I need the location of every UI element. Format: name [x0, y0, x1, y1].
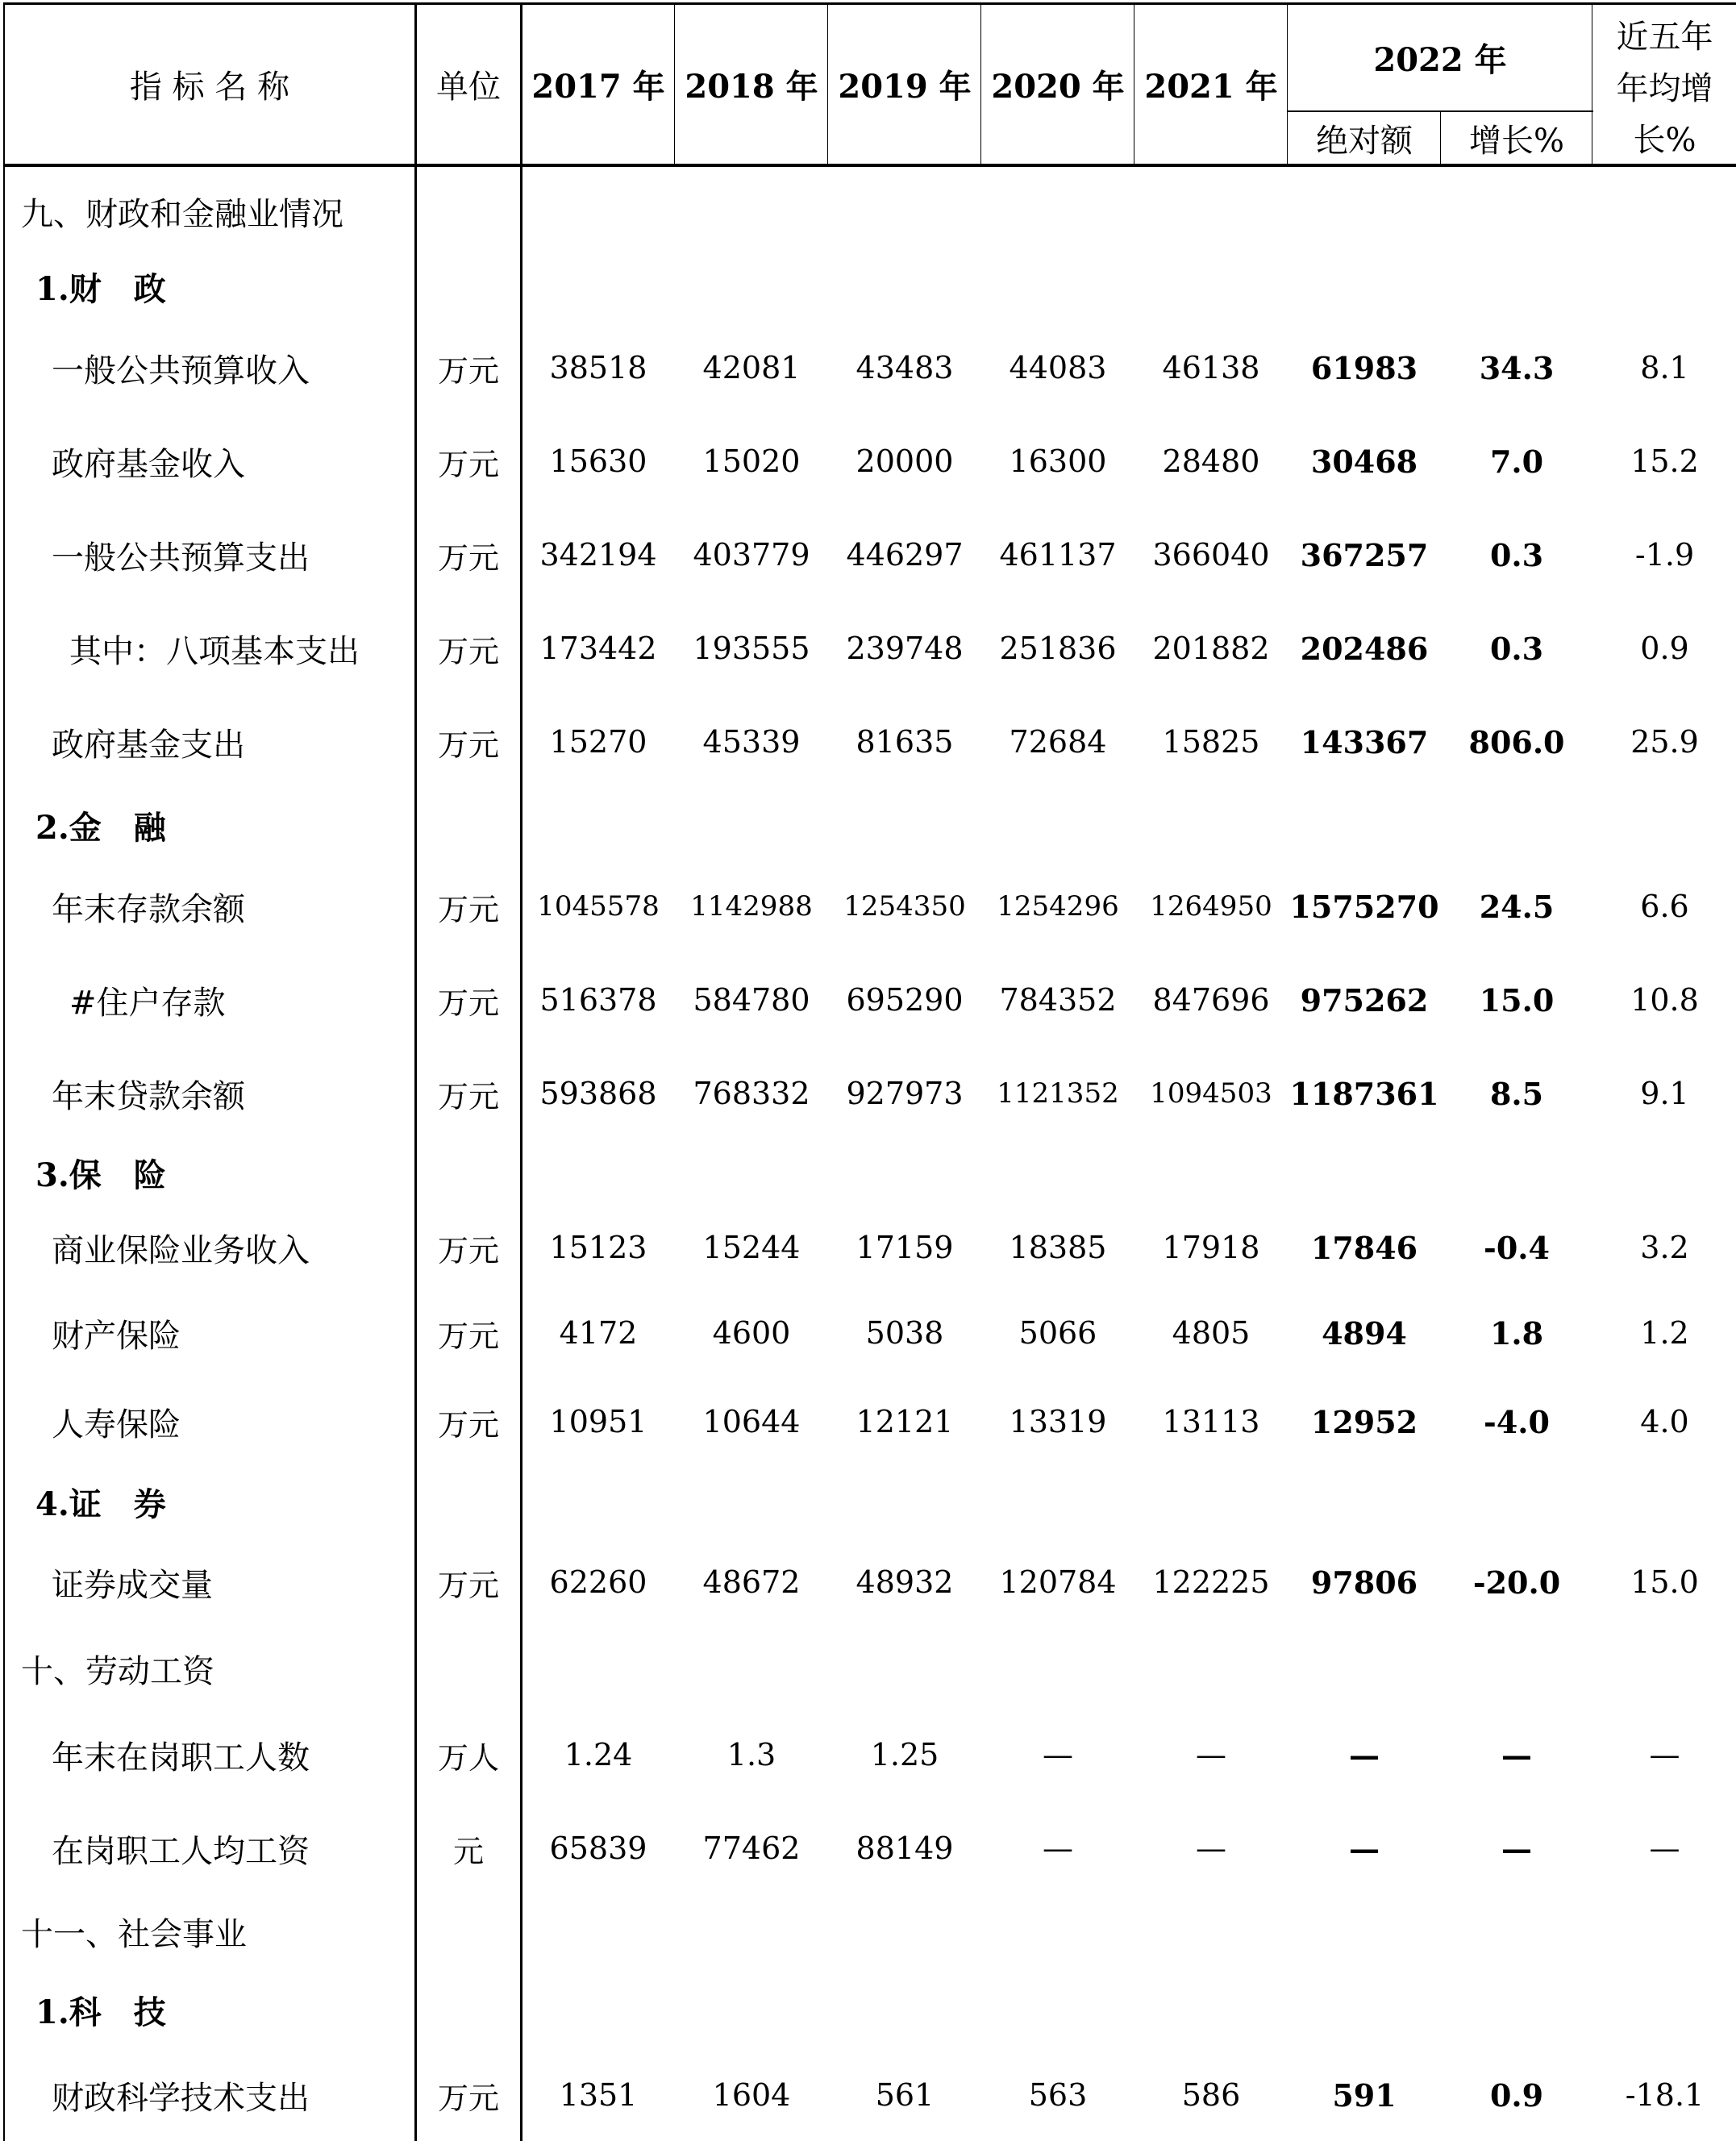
absolute-2022-cell: 591	[1332, 2076, 1397, 2114]
value-cell: 1.24	[564, 1737, 633, 1772]
value-cell: 1045578	[537, 890, 660, 923]
five-year-avg-cell: 25.9	[1630, 724, 1699, 760]
subsection-heading: 3.保 险	[35, 1156, 166, 1194]
five-year-avg-cell: —	[1649, 1831, 1680, 1866]
value-cell: 1094503	[1150, 1077, 1272, 1110]
value-cell: 1142988	[690, 890, 813, 923]
unit-cell: 万元	[437, 1232, 499, 1268]
five-year-avg-cell: 15.2	[1630, 444, 1699, 479]
five-year-avg-cell: 9.1	[1640, 1076, 1689, 1111]
absolute-2022-cell: 143367	[1300, 723, 1429, 760]
header-five-year-1: 近五年	[1616, 18, 1713, 56]
value-cell: 5066	[1018, 1315, 1097, 1351]
five-year-avg-cell: 6.6	[1640, 889, 1689, 924]
value-cell: 342194	[539, 537, 657, 573]
header-unit: 单位	[436, 68, 501, 106]
left-border	[3, 3, 5, 2141]
header-bottom-border	[3, 164, 1736, 167]
value-cell: —	[1043, 1737, 1073, 1772]
value-cell: 12121	[856, 1404, 954, 1439]
header-five-year-2: 年均增	[1616, 69, 1713, 107]
value-cell: 593868	[539, 1076, 657, 1111]
five-year-avg-cell: -1.9	[1634, 537, 1695, 573]
unit-cell: 万元	[437, 727, 499, 763]
five-year-avg-cell: -18.1	[1625, 2077, 1705, 2113]
growth-2022-cell: 0.3	[1489, 536, 1544, 573]
row-label: 一般公共预算支出	[52, 539, 310, 577]
unit-cell: 万元	[437, 446, 499, 482]
growth-2022-cell: 0.3	[1489, 630, 1544, 667]
growth-2022-cell: 1.8	[1489, 1314, 1544, 1352]
value-cell: 44083	[1009, 350, 1107, 385]
value-cell: 62260	[549, 1564, 647, 1600]
value-cell: 516378	[539, 982, 657, 1018]
col-divider-2018	[674, 3, 675, 167]
value-cell: 4172	[559, 1315, 638, 1351]
unit-cell: 万元	[437, 891, 499, 927]
header-indicator: 指 标 名 称	[129, 68, 290, 106]
row-label: #住户存款	[69, 984, 226, 1022]
value-cell: 15020	[702, 444, 801, 479]
unit-cell: 万元	[437, 1406, 499, 1443]
growth-2022-cell: 806.0	[1468, 723, 1565, 760]
col-divider-growth	[1440, 110, 1441, 167]
subsection-heading: 4.证 券	[35, 1485, 166, 1523]
value-cell: 193555	[693, 631, 810, 666]
value-cell: —	[1196, 1831, 1226, 1866]
absolute-2022-cell: 975262	[1300, 981, 1429, 1018]
value-cell: 17159	[856, 1230, 954, 1265]
header-year-2020: 2020 年	[991, 67, 1125, 106]
five-year-avg-cell: —	[1649, 1737, 1680, 1772]
unit-cell: 万元	[437, 352, 499, 389]
header-year-2017: 2017 年	[531, 67, 665, 106]
growth-2022-cell: -0.4	[1484, 1229, 1550, 1266]
absolute-2022-cell: 4894	[1322, 1314, 1407, 1352]
row-label: 政府基金支出	[52, 726, 245, 764]
absolute-2022-cell: 367257	[1300, 536, 1429, 573]
value-cell: 4600	[712, 1315, 791, 1351]
value-cell: 1264950	[1150, 890, 1272, 923]
unit-cell: 万元	[437, 1567, 499, 1603]
value-cell: 784352	[999, 982, 1117, 1018]
section-heading: 十、劳动工资	[21, 1652, 214, 1690]
top-border	[3, 2, 1736, 5]
value-cell: 1.25	[870, 1737, 939, 1772]
value-cell: 10644	[702, 1404, 801, 1439]
value-cell: 927973	[846, 1076, 964, 1111]
value-cell: 584780	[693, 982, 810, 1018]
growth-2022-cell: -4.0	[1484, 1403, 1550, 1440]
growth-2022-cell: 7.0	[1489, 443, 1544, 480]
subsection-heading: 1.科 技	[35, 1993, 166, 2031]
section-heading: 十一、社会事业	[21, 1915, 247, 1953]
value-cell: 81635	[856, 724, 954, 760]
value-cell: 173442	[539, 631, 657, 666]
absolute-2022-cell: 12952	[1310, 1403, 1418, 1440]
value-cell: 561	[875, 2077, 935, 2113]
absolute-2022-cell: 1187361	[1289, 1075, 1439, 1112]
row-label: 证券成交量	[52, 1566, 213, 1604]
value-cell: 4805	[1172, 1315, 1251, 1351]
value-cell: 1604	[712, 2077, 791, 2113]
value-cell: 13113	[1162, 1404, 1260, 1439]
row-label: 年末在岗职工人数	[52, 1739, 310, 1777]
value-cell: 5038	[865, 1315, 944, 1351]
subsection-heading: 1.财 政	[35, 269, 166, 308]
value-cell: 563	[1028, 2077, 1088, 2113]
value-cell: —	[1043, 1831, 1073, 1866]
growth-2022-cell: —	[1501, 1830, 1532, 1867]
value-cell: 46138	[1162, 350, 1260, 385]
header-year-2018: 2018 年	[685, 67, 818, 106]
header-year-2019: 2019 年	[838, 67, 972, 106]
absolute-2022-cell: —	[1349, 1830, 1380, 1867]
value-cell: 42081	[702, 350, 801, 385]
unit-cell: 万元	[437, 1078, 499, 1114]
value-cell: 77462	[702, 1831, 801, 1866]
value-cell: 847696	[1152, 982, 1270, 1018]
row-label: 人寿保险	[52, 1406, 181, 1443]
five-year-avg-cell: 1.2	[1640, 1315, 1689, 1351]
value-cell: 28480	[1162, 444, 1260, 479]
value-cell: 43483	[856, 350, 954, 385]
value-cell: 18385	[1009, 1230, 1107, 1265]
value-cell: 15270	[549, 724, 647, 760]
value-cell: 366040	[1152, 537, 1270, 573]
value-cell: 15244	[702, 1230, 801, 1265]
growth-2022-cell: 15.0	[1479, 981, 1555, 1018]
value-cell: 13319	[1009, 1404, 1107, 1439]
row-label: 年末存款余额	[52, 890, 245, 928]
subsection-heading: 2.金 融	[35, 808, 166, 847]
value-cell: 1254350	[843, 890, 966, 923]
value-cell: 1121352	[997, 1077, 1119, 1110]
absolute-2022-cell: 202486	[1300, 630, 1429, 667]
absolute-2022-cell: 97806	[1310, 1564, 1418, 1601]
absolute-2022-cell: 1575270	[1289, 888, 1439, 925]
row-label: 财政科学技术支出	[52, 2079, 310, 2117]
five-year-avg-cell: 3.2	[1640, 1230, 1689, 1265]
five-year-avg-cell: 15.0	[1630, 1564, 1699, 1600]
value-cell: 1351	[559, 2077, 638, 2113]
value-cell: 120784	[999, 1564, 1117, 1600]
value-cell: 48672	[702, 1564, 801, 1600]
growth-2022-cell: 34.3	[1479, 349, 1555, 386]
absolute-2022-cell: —	[1349, 1736, 1380, 1773]
value-cell: 15630	[549, 444, 647, 479]
value-cell: 1.3	[726, 1737, 776, 1772]
row-label: 商业保险业务收入	[52, 1231, 310, 1269]
value-cell: 72684	[1009, 724, 1107, 760]
row-label: 一般公共预算收入	[52, 352, 310, 389]
value-cell: 122225	[1152, 1564, 1270, 1600]
col-divider-2022	[1287, 3, 1288, 167]
growth-2022-cell: 0.9	[1489, 2076, 1544, 2114]
growth-2022-cell: 8.5	[1489, 1075, 1544, 1112]
unit-cell: 万元	[437, 2080, 499, 2116]
value-cell: 15123	[549, 1230, 647, 1265]
value-cell: 88149	[856, 1831, 954, 1866]
value-cell: 239748	[846, 631, 964, 666]
value-cell: 16300	[1009, 444, 1107, 479]
absolute-2022-cell: 30468	[1310, 443, 1418, 480]
unit-cell: 万元	[437, 985, 499, 1021]
five-year-avg-cell: 4.0	[1640, 1404, 1689, 1439]
col-divider-2019	[827, 3, 828, 167]
five-year-avg-cell: 10.8	[1630, 982, 1699, 1018]
row-label: 政府基金收入	[52, 445, 245, 483]
absolute-2022-cell: 61983	[1310, 349, 1418, 386]
value-cell: 1254296	[997, 890, 1119, 923]
value-cell: 38518	[549, 350, 647, 385]
absolute-2022-cell: 17846	[1310, 1229, 1418, 1266]
unit-cell: 万人	[437, 1739, 499, 1776]
header-year-2021: 2021 年	[1144, 67, 1278, 106]
five-year-avg-cell: 8.1	[1640, 350, 1689, 385]
unit-cell: 元	[452, 1833, 484, 1869]
value-cell: 15825	[1162, 724, 1260, 760]
section-heading: 九、财政和金融业情况	[21, 195, 343, 233]
value-cell: —	[1196, 1737, 1226, 1772]
value-cell: 403779	[693, 537, 810, 573]
value-cell: 10951	[549, 1404, 647, 1439]
row-label: 其中：八项基本支出	[69, 632, 360, 670]
value-cell: 65839	[549, 1831, 647, 1866]
row-label: 财产保险	[52, 1317, 181, 1355]
five-year-avg-cell: 0.9	[1640, 631, 1689, 666]
value-cell: 461137	[999, 537, 1117, 573]
value-cell: 17918	[1162, 1230, 1260, 1265]
value-cell: 48932	[856, 1564, 954, 1600]
header-year-2022: 2022 年	[1373, 40, 1507, 79]
col-divider-2020	[980, 3, 981, 167]
value-cell: 586	[1181, 2077, 1241, 2113]
value-cell: 768332	[693, 1076, 810, 1111]
header-absolute: 绝对额	[1316, 122, 1413, 160]
value-cell: 251836	[999, 631, 1117, 666]
header-growth: 增长%	[1468, 122, 1564, 160]
value-cell: 20000	[856, 444, 954, 479]
value-cell: 45339	[702, 724, 801, 760]
growth-2022-cell: 24.5	[1479, 888, 1555, 925]
unit-cell: 万元	[437, 1318, 499, 1354]
row-label: 年末贷款余额	[52, 1077, 245, 1115]
value-cell: 201882	[1152, 631, 1270, 666]
growth-2022-cell: —	[1501, 1736, 1532, 1773]
unit-cell: 万元	[437, 633, 499, 669]
growth-2022-cell: -20.0	[1472, 1564, 1561, 1601]
unit-cell: 万元	[437, 539, 499, 576]
value-cell: 446297	[846, 537, 964, 573]
value-cell: 695290	[846, 982, 964, 1018]
row-label: 在岗职工人均工资	[52, 1832, 310, 1870]
header-five-year-3: 长%	[1633, 121, 1696, 159]
